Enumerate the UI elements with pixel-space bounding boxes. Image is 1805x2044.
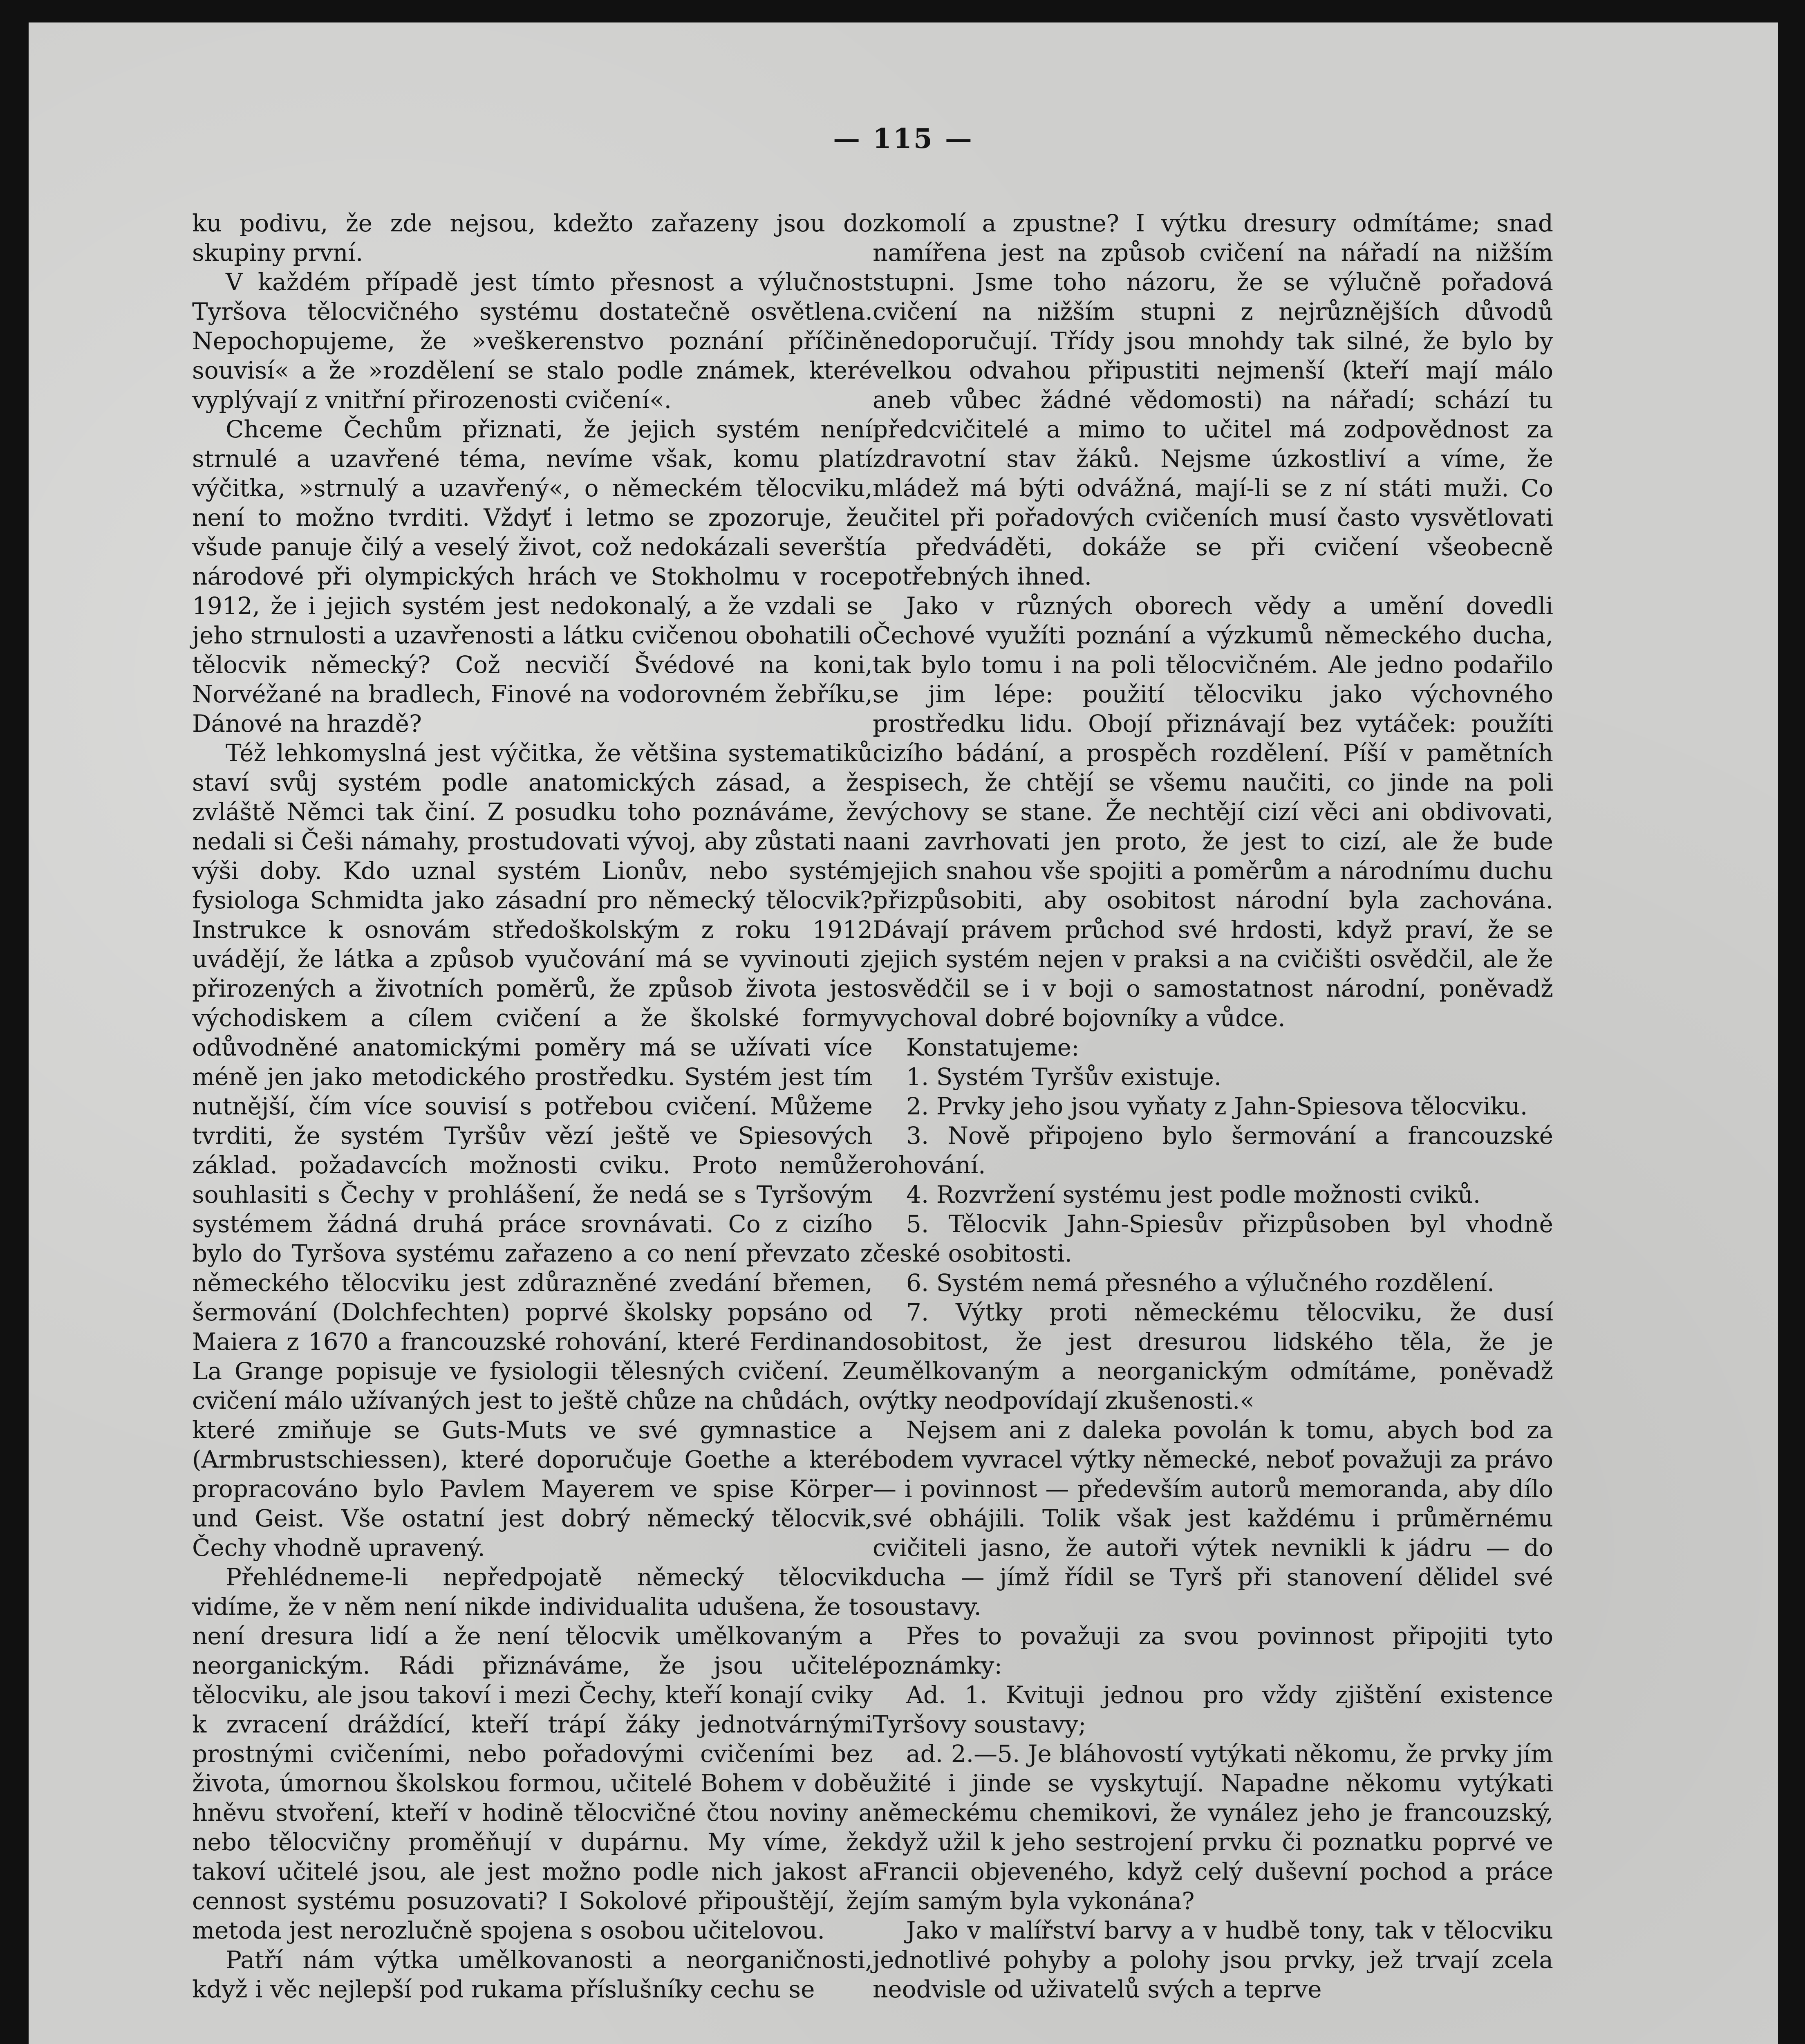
list-item: 2. Prvky jeho jsou vyňaty z Jahn-Spiesova tělocviku. [906,1092,1528,1120]
paragraph: Jako v malířství barvy a v hudbě tony, tak v tělocviku jednotlivé pohyby a polohy jsou prvky, jež trvají zcela neodvisle od uživatelů svých a teprve [873,1916,1553,2003]
paragraph: Ad. 1. Kvituji jednou pro vždy zjištění existence Tyršovy soustavy; [873,1681,1553,1738]
paragraph: Jako v různých oborech vědy a umění dovedli Čechové využíti poznání a výzkumů německého ducha, tak bylo tomu i na poli tělocvičném. Ale jedno podařilo se jim lépe: použití tělocviku jako výchovného prostředku lidu. Obojí přiznávají bez vytáček: použíti cizího bádání, a prospěch rozdělení. Píší v pamětních spisech, že chtějí se všemu naučiti, co jinde na poli výchovy se stane. Že nechtějí cizí věci ani obdivovati, ani zavrhovati jen proto, že jest to cizí, ale že bude jejich snahou vše spojiti a poměrům a národnímu duchu přizpůsobiti, aby osobitost národní byla zachována. Dávají právem průchod své hrdosti, když praví, že se jejich systém nejen v praksi a na cvičišti osvědčil, ale že osvědčil se i v boji o samostatnost národní, poněvadž vychoval dobré bojovníky a vůdce. [873,592,1553,1032]
paragraph: ad. 2.—5. Je bláhovostí vytýkati někomu, že prvky jím užité i jinde se vyskytují. Napadne někomu vytýkati německému chemikovi, že vynález jeho je francouzský, když užil k jeho sestrojení prvku či poznatku poprvé ve Francii objeveného, když celý duševní pochod a práce jím samým byla vykonána? [873,1740,1553,1915]
left-column [192,208,873,2004]
paragraph: Též lehkomyslná jest výčitka, že většina systematiků staví svůj systém podle anatomických zásad, a že zvláště Němci tak činí. Z posudku toho poznáváme, že nedali si Češi námahy, prostudovati vývoj, aby zůstati na výši doby. Kdo uznal systém Lionův, nebo systém fysiologa Schmidta jako zásadní pro německý tělocvik? Instrukce k osnovám středoškolským z roku 1912 uvádějí, že látka a způsob vyučování má se vyvinouti z přirozených a životních poměrů, že způsob života jest východiskem a cílem cvičení a že školské formy odůvodněné anatomickými poměry má se užívati více méně jen jako metodického prostředku. Systém jest tím nutnější, čím více souvisí s potřebou cvičení. Můžeme tvrditi, že systém Tyršův vězí ještě ve Spiesových základ. požadavcích možnosti cviku. Proto nemůže souhlasiti s Čechy v prohlášení, že nedá se s Tyršovým systémem žádná druhá práce srovnávati. Co z cizího bylo do Tyršova systému zařazeno a co není převzato z německého tělocviku jest zdůrazněné zvedání břemen, šermování (Dolchfechten) poprvé školsky popsáno od Maiera z 1670 a francouzské rohování, které Ferdinand La Grange popisuje ve fysiologii tělesných cvičení. Ze cvičení málo užívaných jest to ještě chůze na chůdách, o které zmiňuje se Guts-Muts ve své gymnastice a (Armbrustschiessen), které doporučuje Goethe a které propracováno bylo Pavlem Mayerem ve spise Körper und Geist. Vše ostatní jest dobrý německý tělocvik, Čechy vhodně upravený. [192,739,873,1562]
list-item: 1. Systém Tyršův existuje. [906,1063,1222,1091]
list-item: 7. Výtky proti německému tělocviku, že dusí osobitost, že jest dresurou lidského těla, že je umělkovaným a neorganickým odmítáme, poněvadž výtky neodpovídají zkušenosti.« [873,1298,1553,1414]
page-number: — 115 — [833,123,974,155]
document-page [29,22,1778,2044]
paragraph: V každém případě jest tímto přesnost a výlučnost Tyršova tělocvičného systému dostatečně osvětlena. Nepochopujeme, že »veškerenstvo poznání příčině souvisí« a že »rozdělení se stalo podle známek, které vyplývají z vnitřní přirozenosti cvičení«. [192,268,873,414]
list-item: 5. Tělocvik Jahn-Spiesův přizpůsoben byl vhodně české osobitosti. [873,1210,1553,1267]
right-column [873,208,1553,2004]
paragraph: zkomolí a zpustne? I výtku dresury odmítáme; snad namířena jest na způsob cvičení na nářadí na nižším stupni. Jsme toho názoru, že se výlučně pořadová cvičení na nižším stupni z nejrůznějších důvodů nedoporučují. Třídy jsou mnohdy tak silné, že bylo by velkou odvahou připustiti nejmenší (kteří mají málo aneb vůbec žádné vědomosti) na nářadí; schází tu předcvičitelé a mimo to učitel má zodpovědnost za zdravotní stav žáků. Nejsme úzkostliví a víme, že mládež má býti odvážná, mají-li se z ní státi muži. Co učitel při pořadových cvičeních musí často vysvětlovati a předváděti, dokáže se při cvičení všeobecně potřebných ihned. [873,209,1553,590]
paragraph: Přes to považuji za svou povinnost připojiti tyto poznámky: [873,1622,1553,1679]
paragraph: ku podivu, že zde nejsou, kdežto zařazeny jsou do skupiny první. [192,209,873,267]
list-item: 3. Nově připojeno bylo šermování a francouzské rohování. [873,1122,1553,1179]
paragraph: Konstatujeme: [906,1033,1079,1061]
paragraph: Chceme Čechům přiznati, že jejich systém není strnulé a uzavřené téma, nevíme však, komu platí výčitka, »strnulý a uzavřený«, o německém tělocviku, není to možno tvrditi. Vždyť i letmo se zpozoruje, že všude panuje čilý a veselý život, což nedokázali severští národové při olympických hrách ve Stokholmu v roce 1912, že i jejich systém jest nedokonalý, a že vzdali se jeho strnulosti a uzavřenosti a látku cvičenou obohatili o tělocvik německý? Což necvičí Švédové na koni, Norvéžané na bradlech, Finové na vodorovném žebříku, Dánové na hrazdě? [192,415,873,737]
paragraph: Nejsem ani z daleka povolán k tomu, abych bod za bodem vyvracel výtky německé, neboť považuji za právo — i povinnost — především autorů memoranda, aby dílo své obhájili. Tolik však jest každému i průměrnému cvičiteli jasno, že autoři výtek nevnikli k jádru — do ducha — jímž řídil se Tyrš při stanovení dělidel své soustavy. [873,1416,1553,1620]
paragraph: Přehlédneme-li nepředpojatě německý tělocvik vidíme, že v něm není nikde individualita udušena, že to není dresura lidí a že není tělocvik umělkovaným a neorganickým. Rádi přiznáváme, že jsou učitelé tělocviku, ale jsou takoví i mezi Čechy, kteří konají cviky k zvracení dráždící, kteří trápí žáky jednotvárnými prostnými cvičeními, nebo pořadovými cvičeními bez života, úmornou školskou formou, učitelé Bohem v době hněvu stvoření, kteří v hodině tělocvičné čtou noviny a nebo tělocvičny proměňují v dupárnu. My víme, že takoví učitelé jsou, ale jest možno podle nich jakost a cennost systému posuzovati? I Sokolové připouštějí, že metoda jest nerozlučně spojena s osobou učitelovou. [192,1563,873,1944]
paragraph: Patří nám výtka umělkovanosti a neorganičnosti, když i věc nejlepší pod rukama příslušníky cechu se [192,1946,873,2003]
list-item: 4. Rozvržení systému jest podle možnosti cviků. [906,1181,1481,1208]
list-item: 6. Systém nemá přesného a výlučného rozdělení. [906,1269,1495,1297]
